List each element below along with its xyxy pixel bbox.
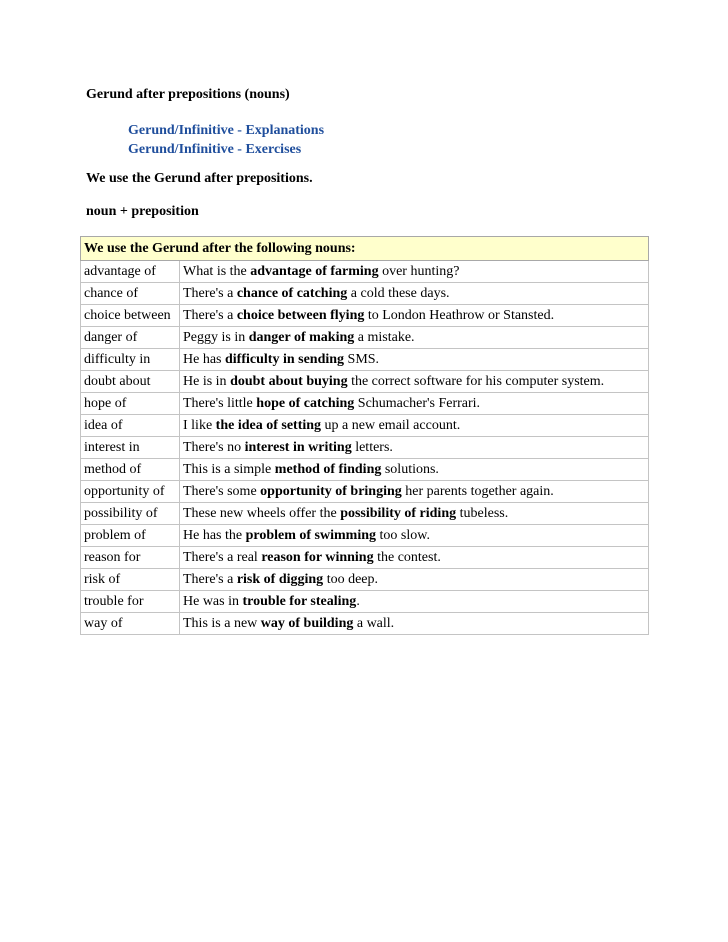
noun-cell: danger of bbox=[81, 327, 180, 349]
noun-cell: doubt about bbox=[81, 371, 180, 393]
example-text-after: Schumacher's Ferrari. bbox=[354, 395, 481, 411]
example-cell bbox=[180, 415, 649, 437]
example-cell bbox=[180, 305, 649, 327]
table-header-row bbox=[81, 237, 649, 261]
table-header: We use the Gerund after the following nouns: bbox=[81, 237, 649, 261]
table-row bbox=[81, 547, 649, 569]
example-gerund-phrase: opportunity of bringing bbox=[260, 483, 402, 499]
example-cell bbox=[180, 569, 649, 591]
example-text-after: over hunting? bbox=[378, 263, 460, 279]
example-gerund-phrase: danger of making bbox=[248, 329, 355, 345]
table-row bbox=[81, 525, 649, 547]
noun-cell: possibility of bbox=[81, 503, 180, 525]
example-gerund-phrase: way of building bbox=[260, 615, 354, 631]
example-text-after: a cold these days. bbox=[347, 285, 450, 301]
example-text-before: He was in bbox=[183, 593, 243, 609]
related-links bbox=[128, 121, 324, 159]
example-gerund-phrase: difficulty in sending bbox=[225, 351, 345, 367]
example-text-after: a wall. bbox=[353, 615, 395, 631]
table-row bbox=[81, 437, 649, 459]
example-text-after: a mistake. bbox=[354, 329, 415, 345]
noun-cell: risk of bbox=[81, 569, 180, 591]
noun-cell: idea of bbox=[81, 415, 180, 437]
example-gerund-phrase: advantage of farming bbox=[250, 263, 379, 279]
example-text-after: the contest. bbox=[373, 549, 441, 565]
example-cell bbox=[180, 349, 649, 371]
example-cell bbox=[180, 371, 649, 393]
example-text-after: too deep. bbox=[323, 571, 379, 587]
example-cell bbox=[180, 261, 649, 283]
page-title: Gerund after prepositions (nouns) bbox=[86, 87, 290, 102]
example-text-before: There's a bbox=[183, 307, 237, 323]
example-text-after: solutions. bbox=[381, 461, 439, 477]
example-text-before: I like bbox=[183, 417, 216, 433]
example-cell bbox=[180, 393, 649, 415]
example-text-before: This is a new bbox=[183, 615, 261, 631]
example-cell bbox=[180, 613, 649, 635]
example-text-before: He is in bbox=[183, 373, 231, 389]
subheading: noun + preposition bbox=[86, 204, 199, 219]
example-text-after: . bbox=[356, 593, 360, 609]
example-text-after: the correct software for his computer system. bbox=[347, 373, 605, 389]
example-text-before: There's a bbox=[183, 571, 237, 587]
table-row bbox=[81, 481, 649, 503]
table-row bbox=[81, 349, 649, 371]
example-gerund-phrase: possibility of riding bbox=[340, 505, 457, 521]
table-row bbox=[81, 393, 649, 415]
noun-cell: way of bbox=[81, 613, 180, 635]
noun-cell: opportunity of bbox=[81, 481, 180, 503]
example-gerund-phrase: risk of digging bbox=[236, 571, 324, 587]
example-gerund-phrase: hope of catching bbox=[256, 395, 355, 411]
example-text-after: letters. bbox=[351, 439, 393, 455]
example-cell bbox=[180, 525, 649, 547]
table-row bbox=[81, 613, 649, 635]
example-text-after: her parents together again. bbox=[401, 483, 554, 499]
table-body bbox=[81, 261, 649, 635]
gerund-nouns-table bbox=[80, 236, 649, 635]
example-text-before: There's a bbox=[183, 285, 237, 301]
intro-text: We use the Gerund after prepositions. bbox=[86, 171, 313, 186]
example-cell bbox=[180, 327, 649, 349]
table-row bbox=[81, 371, 649, 393]
example-text-after: tubeless. bbox=[456, 505, 509, 521]
example-cell bbox=[180, 547, 649, 569]
noun-cell: advantage of bbox=[81, 261, 180, 283]
example-text-before: He has bbox=[183, 351, 225, 367]
link-explanations[interactable]: Gerund/Infinitive - Explanations bbox=[128, 123, 325, 138]
example-text-before: There's no bbox=[183, 439, 245, 455]
noun-cell: problem of bbox=[81, 525, 180, 547]
example-text-after: to London Heathrow or Stansted. bbox=[364, 307, 555, 323]
noun-cell: reason for bbox=[81, 547, 180, 569]
link-exercises[interactable]: Gerund/Infinitive - Exercises bbox=[128, 142, 302, 157]
table-row bbox=[81, 459, 649, 481]
example-text-before: This is a simple bbox=[183, 461, 275, 477]
example-gerund-phrase: the idea of setting bbox=[215, 417, 322, 433]
noun-cell: hope of bbox=[81, 393, 180, 415]
table-row bbox=[81, 503, 649, 525]
example-text-after: SMS. bbox=[344, 351, 380, 367]
example-cell bbox=[180, 503, 649, 525]
table-row bbox=[81, 261, 649, 283]
example-text-before: He has the bbox=[183, 527, 246, 543]
table-row bbox=[81, 327, 649, 349]
example-cell bbox=[180, 437, 649, 459]
example-cell bbox=[180, 591, 649, 613]
table-row bbox=[81, 305, 649, 327]
noun-cell: chance of bbox=[81, 283, 180, 305]
example-cell bbox=[180, 459, 649, 481]
example-gerund-phrase: choice between flying bbox=[236, 307, 365, 323]
noun-cell: method of bbox=[81, 459, 180, 481]
example-text-before: Peggy is in bbox=[183, 329, 249, 345]
example-gerund-phrase: method of finding bbox=[274, 461, 382, 477]
table-row bbox=[81, 569, 649, 591]
example-text-before: These new wheels offer the bbox=[183, 505, 341, 521]
example-gerund-phrase: problem of swimming bbox=[245, 527, 377, 543]
example-gerund-phrase: chance of catching bbox=[236, 285, 348, 301]
noun-cell: trouble for bbox=[81, 591, 180, 613]
example-gerund-phrase: reason for winning bbox=[261, 549, 374, 565]
noun-cell: choice between bbox=[81, 305, 180, 327]
noun-cell: difficulty in bbox=[81, 349, 180, 371]
noun-cell: interest in bbox=[81, 437, 180, 459]
example-text-before: What is the bbox=[183, 263, 251, 279]
example-text-after: up a new email account. bbox=[321, 417, 461, 433]
example-cell bbox=[180, 283, 649, 305]
table-row bbox=[81, 591, 649, 613]
example-text-before: There's some bbox=[183, 483, 261, 499]
example-gerund-phrase: interest in writing bbox=[244, 439, 352, 455]
table-row bbox=[81, 283, 649, 305]
example-text-before: There's little bbox=[183, 395, 257, 411]
example-cell bbox=[180, 481, 649, 503]
example-gerund-phrase: doubt about buying bbox=[230, 373, 348, 389]
example-text-after: too slow. bbox=[376, 527, 430, 543]
table-row bbox=[81, 415, 649, 437]
example-text-before: There's a real bbox=[183, 549, 262, 565]
example-gerund-phrase: trouble for stealing bbox=[242, 593, 357, 609]
